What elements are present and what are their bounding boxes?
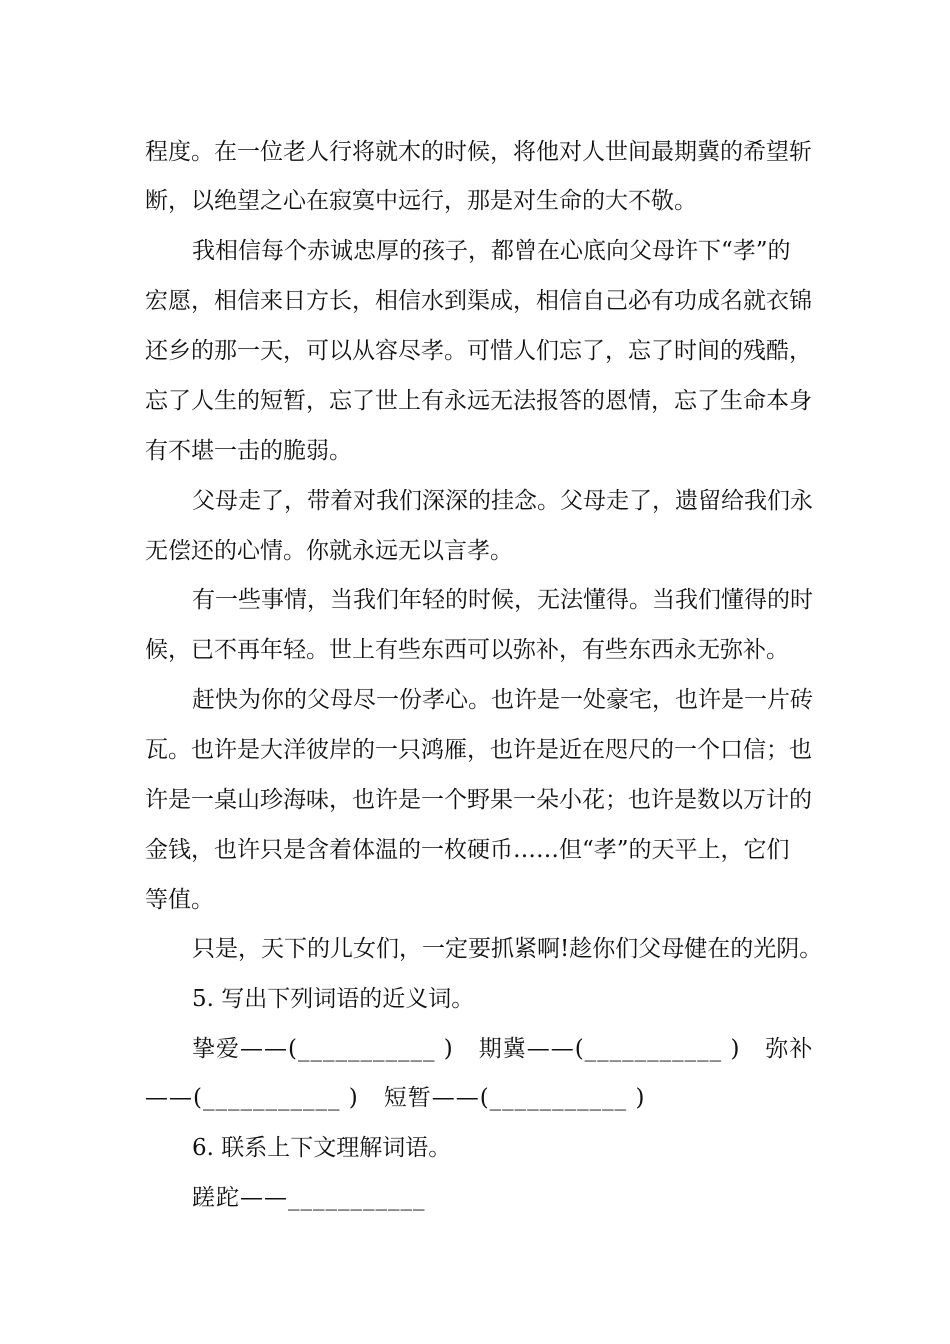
text-line: 瓦。也许是大洋彼岸的一只鸿雁，也许是近在咫尺的一个口信；也 <box>145 737 812 763</box>
text-line: 程度。在一位老人行将就木的时候，将他对人世间最期冀的希望斩 <box>145 139 812 165</box>
question-5-blanks-line1: 挚爱——(___________ ) 期冀——(___________ ) 弥补 <box>192 1036 814 1062</box>
text-line: 还乡的那一天，可以从容尽孝。可惜人们忘了，忘了时间的残酷， <box>145 338 812 364</box>
text-line: 宏愿，相信来日方长，相信水到渠成，相信自己必有功成名就衣锦 <box>145 288 812 314</box>
text-line: 忘了人生的短暂，忘了世上有永远无法报答的恩情，忘了生命本身 <box>145 388 812 414</box>
text-line: 金钱，也许只是含着体温的一枚硬币……但“孝”的天平上，它们 <box>145 837 790 863</box>
text-line: 无偿还的心情。你就永远无以言孝。 <box>145 538 513 564</box>
question-6-title: 6. 联系上下文理解词语。 <box>192 1135 452 1161</box>
text-line: 只是，天下的儿女们，一定要抓紧啊!趁你们父母健在的光阴。 <box>192 936 823 962</box>
text-line: 断，以绝望之心在寂寞中远行，那是对生命的大不敬。 <box>145 188 697 214</box>
text-line: 赶快为你的父母尽一份孝心。也许是一处豪宅，也许是一片砖 <box>192 687 813 713</box>
text-line: 有一些事情，当我们年轻的时候，无法懂得。当我们懂得的时 <box>192 587 813 613</box>
text-line: 有不堪一击的脆弱。 <box>145 438 352 464</box>
question-5-blanks-line2: ——(___________ ) 短暂——(___________ ) <box>145 1085 646 1111</box>
text-line: 父母走了，带着对我们深深的挂念。父母走了，遗留给我们永 <box>192 488 813 514</box>
text-line: 我相信每个赤诚忠厚的孩子，都曾在心底向父母许下“孝”的 <box>192 238 791 264</box>
question-6-answer-line: 蹉跎——___________ <box>192 1185 426 1211</box>
text-line: 许是一桌山珍海味，也许是一个野果一朵小花；也许是数以万计的 <box>145 787 812 813</box>
question-5-title: 5. 写出下列词语的近义词。 <box>192 986 475 1012</box>
text-line: 等值。 <box>145 887 214 913</box>
text-line: 候，已不再年轻。世上有些东西可以弥补，有些东西永无弥补。 <box>145 637 789 663</box>
